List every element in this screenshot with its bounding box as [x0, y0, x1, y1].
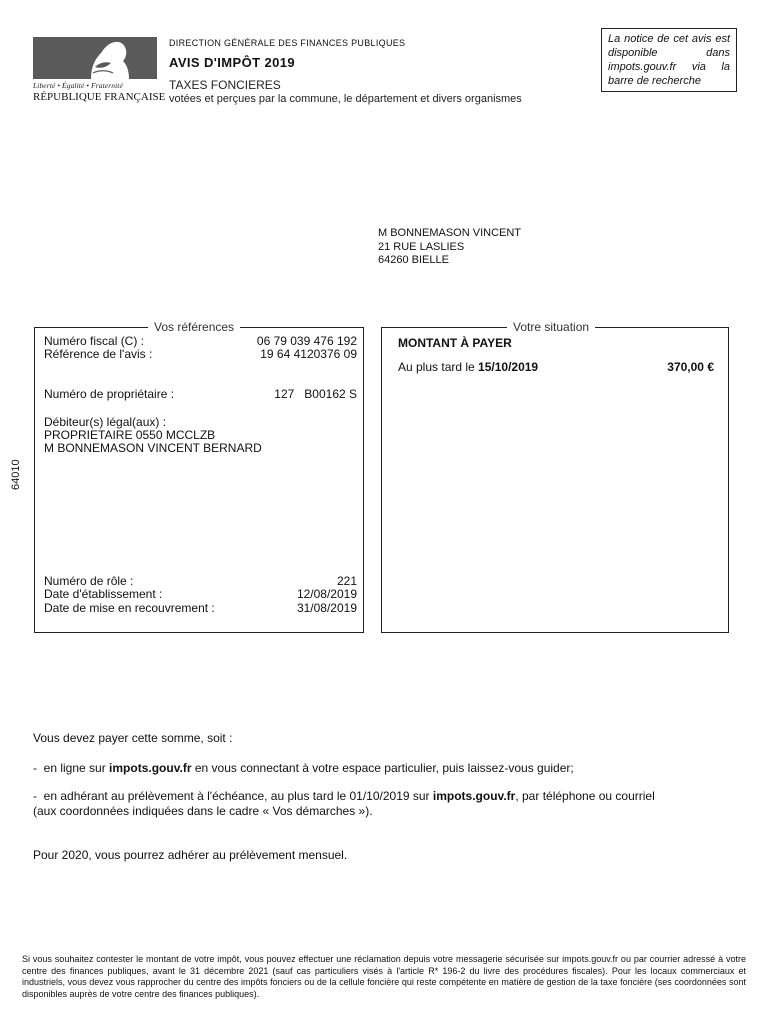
dgfip-heading: DIRECTION GÉNÉRALE DES FINANCES PUBLIQUES: [169, 38, 406, 48]
reference-avis-value: 19 64 4120376 09: [260, 347, 357, 361]
mensualisation-note: Pour 2020, vous pourrez adhérer au prélèvement mensuel.: [33, 848, 348, 862]
numero-fiscal-value: 06 79 039 476 192: [256, 334, 357, 348]
reference-avis-row: [44, 347, 357, 361]
amount-due: 370,00 €: [667, 360, 714, 374]
debiteur-1: PROPRIETAIRE 0550 MCCLZB: [44, 428, 216, 442]
votees-description: votées et perçues par la commune, le département et divers organismes: [169, 93, 522, 105]
impots-gouv-link-1: impots.gouv.fr: [109, 761, 192, 775]
proprietaire-row: [44, 387, 357, 401]
etablissement-label: Date d'établissement :: [44, 587, 163, 601]
address-street: 21 RUE LASLIES: [378, 240, 465, 253]
logo-republique-francaise: RÉPUBLIQUE FRANÇAISE: [33, 91, 166, 103]
option-online-suffix: en vous connectant à votre espace particulier, puis laissez-vous guider;: [191, 761, 574, 775]
references-title: Vos références: [148, 321, 240, 334]
recouvrement-value: 31/08/2019: [296, 601, 357, 615]
republique-francaise-logo: [33, 37, 166, 103]
numero-fiscal-label: Numéro fiscal (C) :: [44, 334, 145, 348]
deadline-date: 15/10/2019: [478, 360, 539, 374]
address-name: M BONNEMASON VINCENT: [378, 227, 522, 239]
proprietaire-label: Numéro de propriétaire :: [44, 387, 175, 401]
payment-row: [398, 360, 714, 374]
side-reference-code: 64010: [10, 459, 22, 490]
reference-avis-label: Référence de l'avis :: [44, 347, 153, 361]
role-row: [44, 574, 357, 588]
payment-deadline: [398, 360, 538, 374]
option-online-prefix: - en ligne sur: [33, 761, 110, 775]
role-value: 221: [336, 574, 357, 588]
montant-a-payer-title: MONTANT À PAYER: [398, 336, 512, 350]
payment-intro: Vous devez payer cette somme, soit :: [33, 731, 233, 745]
references-box: [34, 320, 364, 633]
payment-option-prelevement-cont: (aux coordonnées indiquées dans le cadre « Vos démarches »).: [33, 804, 373, 818]
logo-motto: Liberté • Égalité • Fraternité: [33, 81, 123, 90]
role-label: Numéro de rôle :: [44, 574, 134, 588]
recouvrement-label: Date de mise en recouvrement :: [44, 601, 215, 615]
recouvrement-row: [44, 601, 357, 615]
proprietaire-value: 127 B00162 S: [274, 387, 357, 401]
etablissement-value: 12/08/2019: [296, 587, 357, 601]
notice-box: La notice de cet avis est disponible dans impots.gouv.fr via la barre de recherche: [601, 28, 737, 92]
debiteur-2: M BONNEMASON VINCENT BERNARD: [44, 441, 262, 455]
deadline-prefix: Au plus tard le: [398, 360, 479, 374]
option-prelevement-prefix: - en adhérant au prélèvement à l'échéance, au plus tard le 01/10/2019 sur: [33, 789, 433, 803]
option-prelevement-suffix: , par téléphone ou courriel: [515, 789, 655, 803]
address-city: 64260 BIELLE: [378, 254, 449, 266]
etablissement-row: [44, 587, 357, 601]
situation-title: Votre situation: [507, 321, 595, 334]
situation-box: [381, 320, 729, 633]
marianne-logo-image: [33, 37, 157, 79]
avis-title: AVIS D'IMPÔT 2019: [169, 55, 295, 70]
recipient-address: [378, 227, 521, 268]
footer-legal-notice: Si vous souhaitez contester le montant de votre impôt, vous pouvez effectuer une réclamation depuis votre messagerie sécurisée sur impots.gouv.fr ou par courrier adressé à votre centre des finances publiques, avant le 31 décembre 2021 (sauf cas particuliers visés à l'article R* 196-2 du livre des procédures fiscales). Pour les locaux commerciaux et industriels, vous devez vous rapprocher du centre des impôts fonciers ou de la cellule foncière qui reste compétente en matière de gestion de la taxe foncière (ses coordonnées sont disponibles auprès de votre centre des finances publiques).: [22, 954, 746, 999]
impots-gouv-link-2: impots.gouv.fr: [432, 789, 516, 803]
numero-fiscal-row: [44, 334, 357, 348]
debiteurs-label: Débiteur(s) légal(aux) :: [44, 415, 167, 429]
payment-option-online: [33, 761, 574, 776]
payment-option-prelevement: [33, 789, 655, 804]
taxes-foncieres-subtitle: TAXES FONCIERES: [169, 78, 281, 92]
